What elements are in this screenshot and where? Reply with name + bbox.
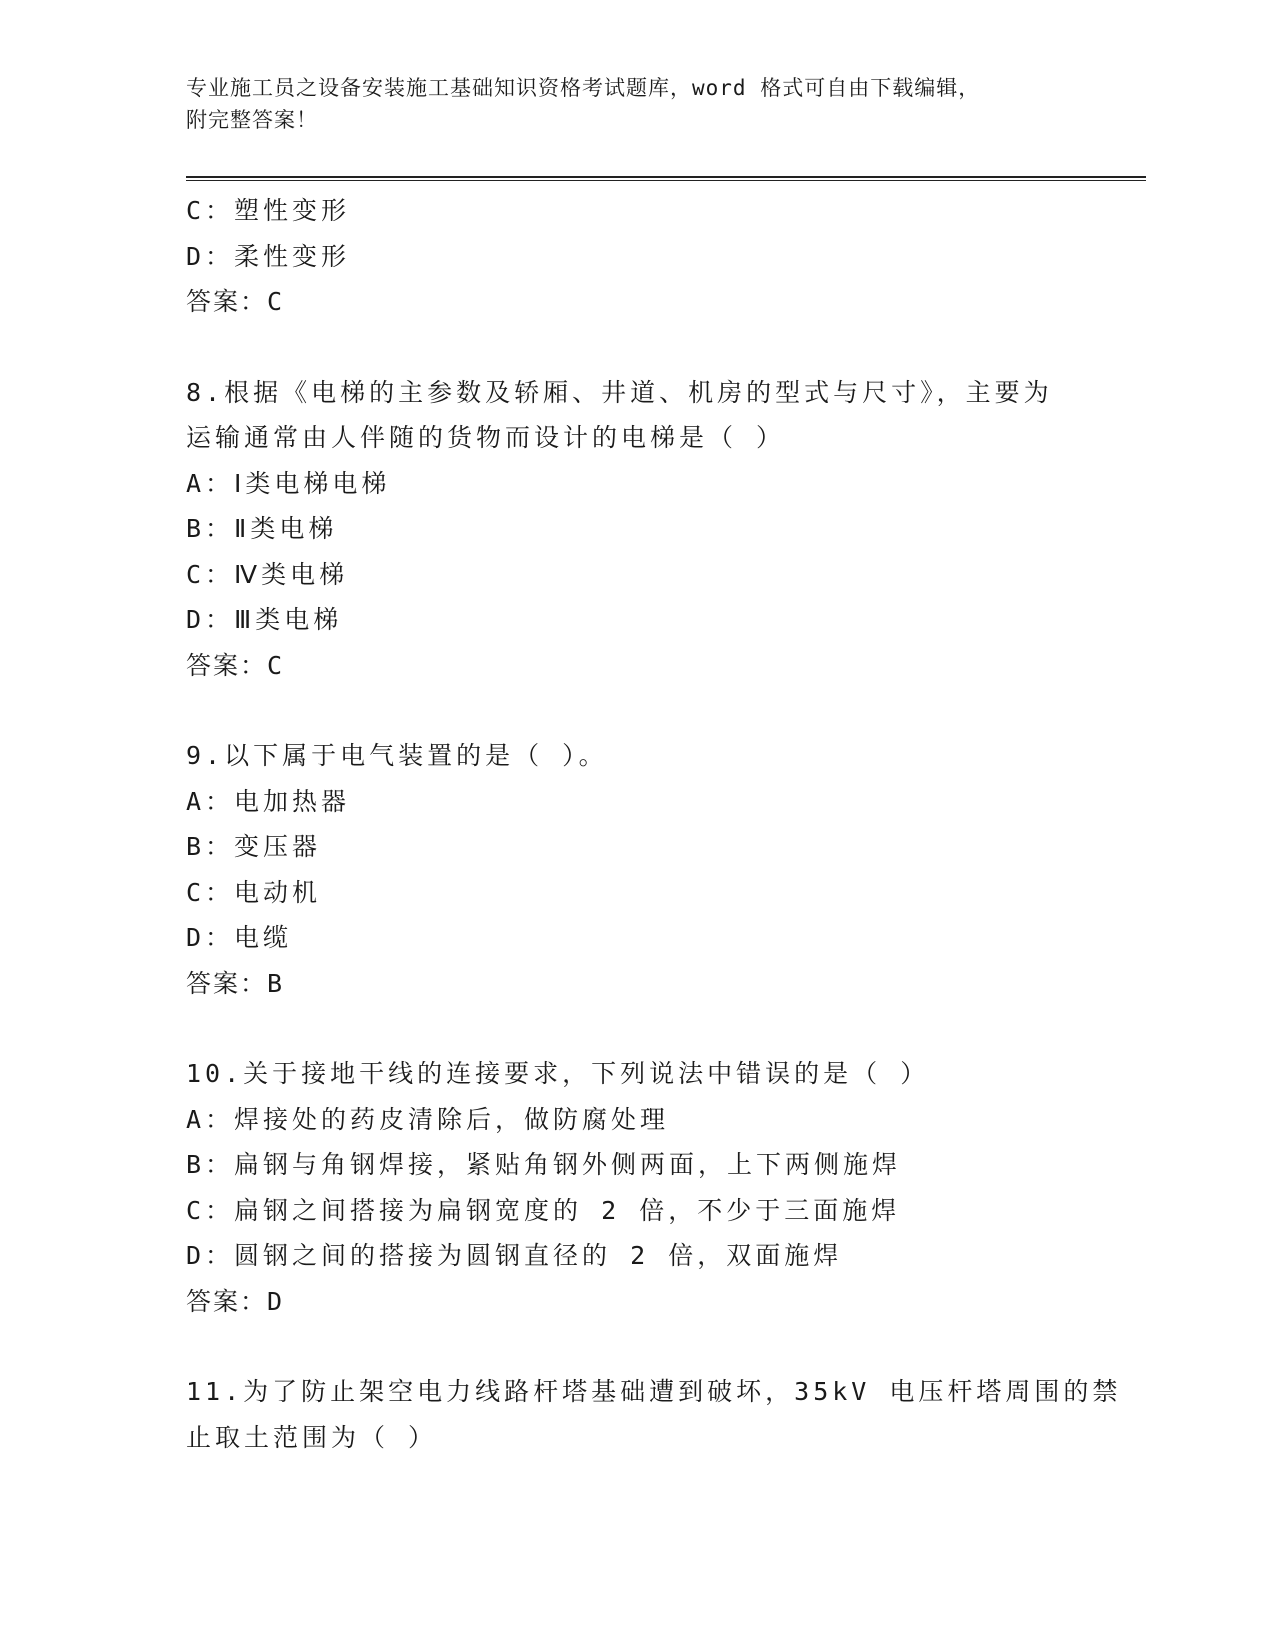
question-stem: 8.根据《电梯的主参数及轿厢、井道、机房的型式与尺寸》，主要为 [186,377,1053,407]
question-9 [186,733,1086,1006]
header-line-2: 附完整答案！ [186,108,318,132]
option-b: B：Ⅱ类电梯 [186,514,338,543]
question-stem: 11.为了防止架空电力线路杆塔基础遭到破坏，35kV 电压杆塔周围的禁 [186,1377,1122,1406]
option-b: B：变压器 [186,832,322,861]
answer: 答案：C [186,650,285,680]
answer: 答案：B [186,968,285,998]
question-stem: 9.以下属于电气装置的是（ ）。 [186,741,608,770]
question-10 [186,1051,1086,1324]
option-c: C：电动机 [186,877,322,907]
question-8 [186,370,1086,689]
option-d: D：柔性变形 [186,241,351,271]
header-line-1: 专业施工员之设备安装施工基础知识资格考试题库，word 格式可自由下载编辑， [186,76,981,100]
option-c: C：扁钢之间搭接为扁钢宽度的 2 倍，不少于三面施焊 [186,1195,901,1225]
option-d: D：Ⅲ类电梯 [186,605,343,634]
question-stem: 运输通常由人伴随的货物而设计的电梯是（ ） [186,423,786,452]
option-c: C：Ⅳ类电梯 [186,559,349,589]
option-d: D：电缆 [186,923,293,952]
question-stem: 止取土范围为（ ） [186,1422,438,1452]
option-a: A：电加热器 [186,786,351,816]
question-list [186,188,1122,1460]
option-b: B：扁钢与角钢焊接，紧贴角钢外侧两面，上下两侧施焊 [186,1150,902,1179]
header-divider [186,176,1146,181]
question-stem: 10.关于接地干线的连接要求，下列说法中错误的是（ ） [186,1059,930,1088]
option-a: A：焊接处的药皮清除后，做防腐处理 [186,1104,670,1134]
prev-question-tail [186,188,1086,325]
option-a: A：Ⅰ类电梯电梯 [186,468,391,498]
document-header [186,72,1086,136]
answer: 答案：D [186,1286,285,1316]
question-11 [186,1369,1122,1460]
option-d: D：圆钢之间的搭接为圆钢直径的 2 倍，双面施焊 [186,1241,843,1270]
option-c: C：塑性变形 [186,196,351,225]
answer: 答案：C [186,287,285,316]
